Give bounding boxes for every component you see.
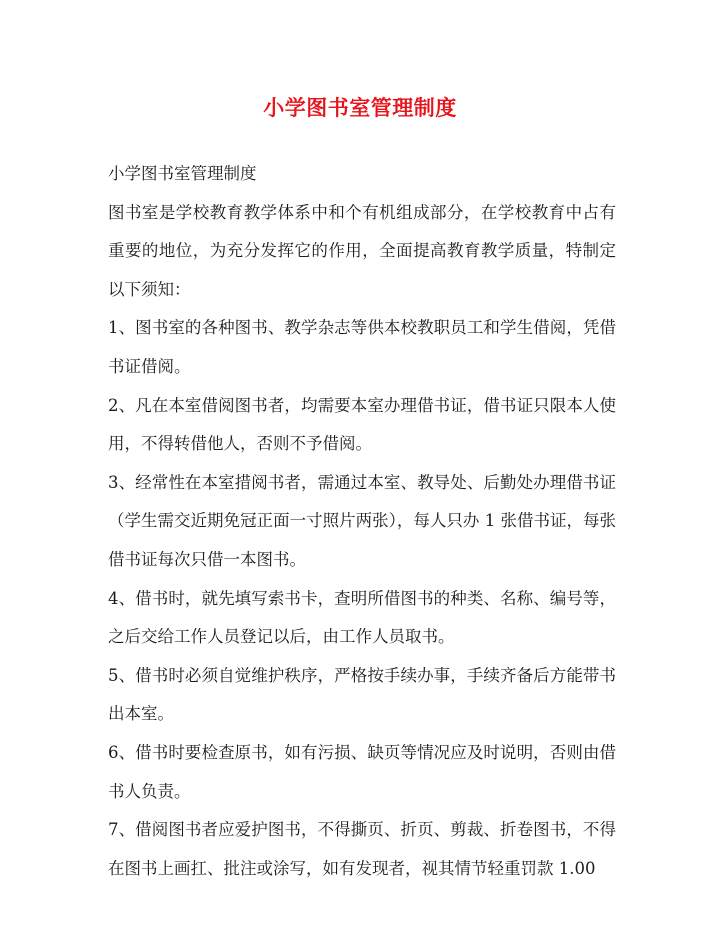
rule-paragraph: 4、借书时，就先填写索书卡，查明所借图书的种类、名称、编号等，之后交给工作人员登记以后，由工作人员取书。 — [108, 588, 616, 647]
page-title: 小学图书室管理制度 — [263, 95, 457, 120]
rule-paragraph: 3、经常性在本室措阅书者，需通过本室、教导处、后勤处办理借书证（学生需交近期免冠正面一寸照片两张），每人只办 1 张借书证，每张借书证每次只借一本图书。 — [108, 472, 616, 569]
document-subtitle: 小学图书室管理制度 — [108, 164, 257, 183]
intro-paragraph: 图书室是学校教育教学体系中和个有机组成部分，在学校教育中占有重要的地位，为充分发挥它的作用，全面提高教育教学质量，特制定以下须知： — [108, 202, 616, 299]
rule-paragraph: 1、图书室的各种图书、教学杂志等供本校教职员工和学生借阅，凭借书证借阅。 — [108, 318, 616, 376]
rule-paragraph: 6、借书时要检查原书，如有污损、缺页等情况应及时说明，否则由借书人负责。 — [108, 742, 616, 801]
rule-paragraph: 5、借书时必须自觉维护秩序，严格按手续办事，手续齐备后方能带书出本室。 — [108, 665, 616, 724]
rule-paragraph: 7、借阅图书者应爱护图书，不得撕页、折页、剪裁、折卷图书，不得在图书上画扛、批注或涂写，如有发现者，视其情节轻重罚款 1.00 — [108, 820, 616, 878]
document-body — [108, 155, 616, 888]
rule-paragraph: 2、凡在本室借阅图书者，均需要本室办理借书证，借书证只限本人使用，不得转借他人，否则不予借阅。 — [108, 395, 616, 454]
